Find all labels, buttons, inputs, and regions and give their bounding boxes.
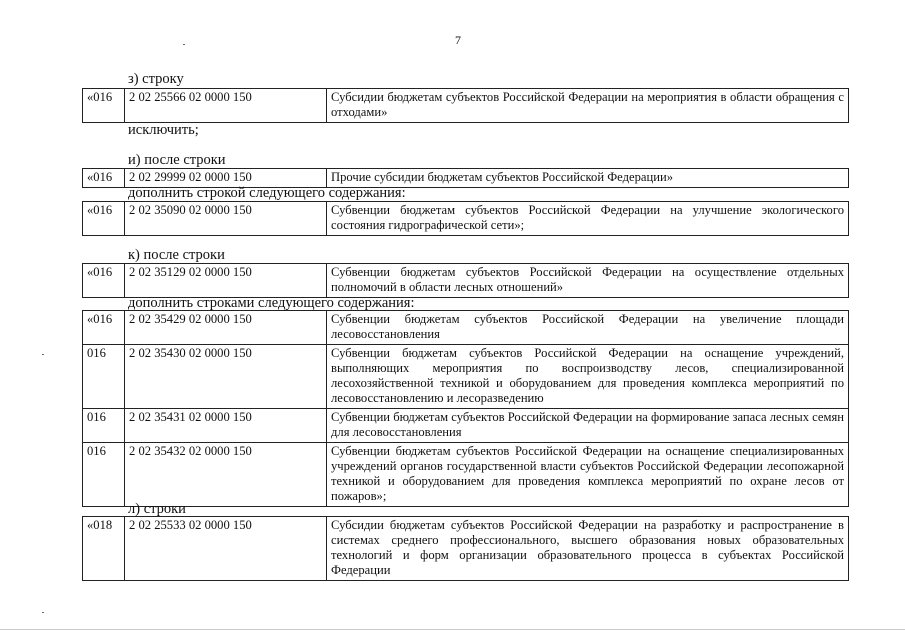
description: Субсидии бюджетам субъектов Российской Федерации на разработку и распространение в системах среднего профессионального, высшего образования новых образовательных технологий и форм организации образовательного процесса в субъектах Российской Федерации bbox=[327, 517, 849, 581]
description: Субвенции бюджетам субъектов Российской Федерации на улучшение экологического состояния гидрографической сети»; bbox=[327, 202, 849, 236]
description: Субвенции бюджетам субъектов Российской Федерации на формирование запаса лесных семян для лесовосстановления bbox=[327, 409, 849, 443]
description: Субсидии бюджетам субъектов Российской Федерации на мероприятия в области обращения с отходами» bbox=[327, 89, 849, 123]
description: Субвенции бюджетам субъектов Российской Федерации на оснащение учреждений, выполняющих мероприятия по воспроизводству лесов, специализированной лесохозяйственной техникой и оборудованием для проведения комплекса мероприятий по лесовосстановлению и лесоразведению bbox=[327, 345, 849, 409]
description: Субвенции бюджетам субъектов Российской Федерации на оснащение специализированных учреждений органов государственной власти субъектов Российской Федерации лесопожарной техникой и оборудованием для проведения комплекса мероприятий по охране лесов от пожаров»; bbox=[327, 443, 849, 507]
classification-code: 2 02 35431 02 0000 150 bbox=[125, 409, 327, 443]
section-z-action: исключить; bbox=[128, 122, 199, 138]
scan-speck bbox=[183, 44, 185, 45]
classification-code: 2 02 29999 02 0000 150 bbox=[125, 169, 327, 188]
classification-code: 2 02 35129 02 0000 150 bbox=[125, 264, 327, 298]
budget-code: 016 bbox=[83, 409, 125, 443]
description: Субвенции бюджетам субъектов Российской Федерации на осуществление отдельных полномочий в области лесных отношений» bbox=[327, 264, 849, 298]
section-z-label: з) строку bbox=[128, 71, 184, 87]
section-k-new-table bbox=[82, 310, 849, 507]
section-z-table bbox=[82, 88, 849, 123]
table-row bbox=[83, 311, 849, 345]
table-row bbox=[83, 517, 849, 581]
budget-code: «016 bbox=[83, 169, 125, 188]
budget-code: «016 bbox=[83, 89, 125, 123]
table-row bbox=[83, 409, 849, 443]
classification-code: 2 02 35432 02 0000 150 bbox=[125, 443, 327, 507]
section-i-action: дополнить строкой следующего содержания: bbox=[128, 185, 406, 201]
table-row bbox=[83, 443, 849, 507]
classification-code: 2 02 35090 02 0000 150 bbox=[125, 202, 327, 236]
page-number: 7 bbox=[455, 33, 461, 47]
section-l-label: л) строки bbox=[128, 501, 186, 517]
description: Субвенции бюджетам субъектов Российской Федерации на увеличение площади лесовосстановления bbox=[327, 311, 849, 345]
section-k-action: дополнить строками следующего содержания: bbox=[128, 295, 415, 311]
scan-edge-line bbox=[0, 629, 905, 630]
budget-code: «016 bbox=[83, 311, 125, 345]
table-row bbox=[83, 345, 849, 409]
section-k-label: к) после строки bbox=[128, 247, 225, 263]
budget-code: «018 bbox=[83, 517, 125, 581]
section-l-table bbox=[82, 516, 849, 581]
section-i-label: и) после строки bbox=[128, 152, 226, 168]
scan-speck bbox=[42, 612, 44, 613]
budget-code: 016 bbox=[83, 345, 125, 409]
budget-code: «016 bbox=[83, 264, 125, 298]
section-k-table bbox=[82, 263, 849, 298]
description: Прочие субсидии бюджетам субъектов Российской Федерации» bbox=[327, 169, 849, 188]
scan-speck bbox=[42, 354, 44, 355]
table-row bbox=[83, 264, 849, 298]
section-i-new-table bbox=[82, 201, 849, 236]
classification-code: 2 02 35430 02 0000 150 bbox=[125, 345, 327, 409]
budget-code: «016 bbox=[83, 202, 125, 236]
table-row bbox=[83, 89, 849, 123]
classification-code: 2 02 25566 02 0000 150 bbox=[125, 89, 327, 123]
table-row bbox=[83, 202, 849, 236]
classification-code: 2 02 35429 02 0000 150 bbox=[125, 311, 327, 345]
classification-code: 2 02 25533 02 0000 150 bbox=[125, 517, 327, 581]
budget-code: 016 bbox=[83, 443, 125, 507]
